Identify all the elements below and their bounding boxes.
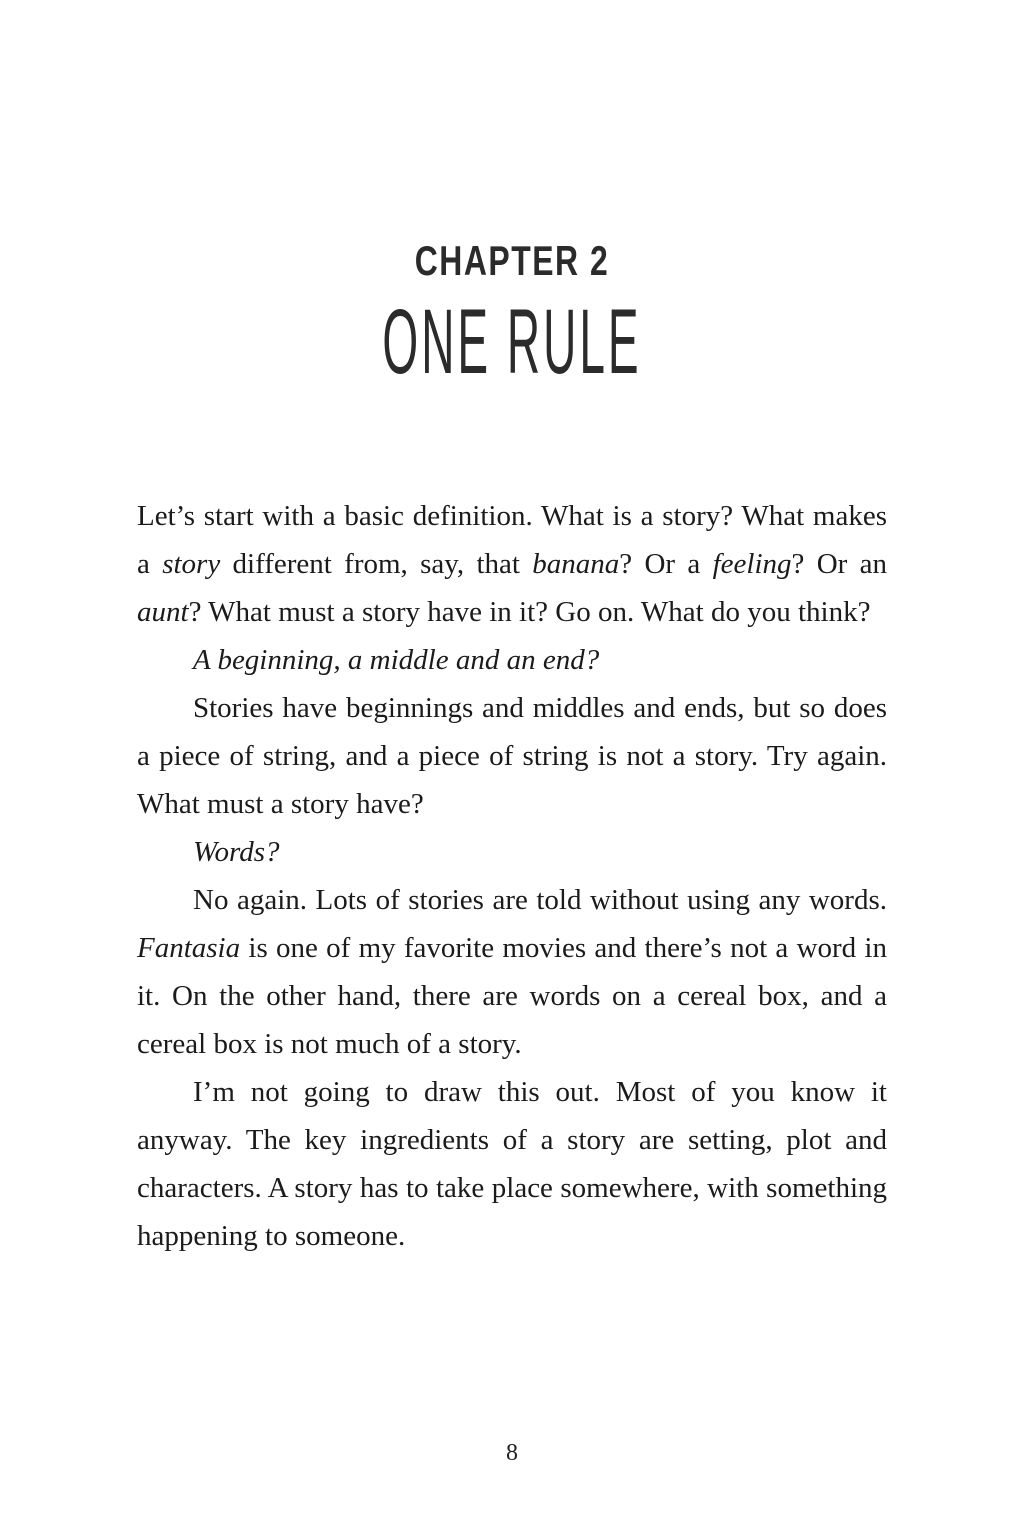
italic-text-run: banana <box>532 548 620 580</box>
text-run: ? Or a <box>619 548 713 580</box>
text-run: is one of my favorite movies and there’s not a word in it. On the other hand, there are words on a cereal box, and a cereal box is not much of a story. <box>137 932 887 1060</box>
paragraph <box>137 1068 887 1260</box>
text-run: Stories have beginnings and middles and ends, but so does a piece of string, and a piece of string is not a story. Try again. What must a story have? <box>137 692 887 820</box>
text-run: No again. Lots of stories are told without using any words. <box>193 884 887 916</box>
text-run: ? Or an <box>791 548 888 580</box>
italic-text-run: aunt <box>137 596 189 628</box>
italic-text-run: Fantasia <box>137 932 241 964</box>
paragraph <box>137 828 887 876</box>
chapter-title: ONE RULE <box>382 291 642 393</box>
chapter-header <box>0 237 1024 393</box>
page-footer <box>0 1438 1024 1468</box>
text-run: I’m not going to draw this out. Most of you know it anyway. The key ingredients of a story are setting, plot and characters. A story has to take place somewhere, with something happening to someone. <box>137 1076 887 1252</box>
paragraph <box>137 684 887 828</box>
text-run: Let’s start with a basic definition. What is a story? What makes a <box>137 500 887 580</box>
chapter-label: CHAPTER 2 <box>414 237 610 284</box>
italic-text-run: feeling <box>712 548 792 580</box>
italic-text-run: A beginning, a middle and an end? <box>193 644 600 676</box>
paragraph <box>137 492 887 636</box>
body-text <box>137 492 887 1260</box>
page-number: 8 <box>506 1440 518 1466</box>
paragraph <box>137 636 887 684</box>
text-run: ? What must a story have in it? Go on. What do you think? <box>188 596 871 628</box>
paragraph <box>137 876 887 1068</box>
text-run: different from, say, that <box>220 548 533 580</box>
italic-text-run: story <box>162 548 221 580</box>
italic-text-run: Words? <box>193 836 280 868</box>
